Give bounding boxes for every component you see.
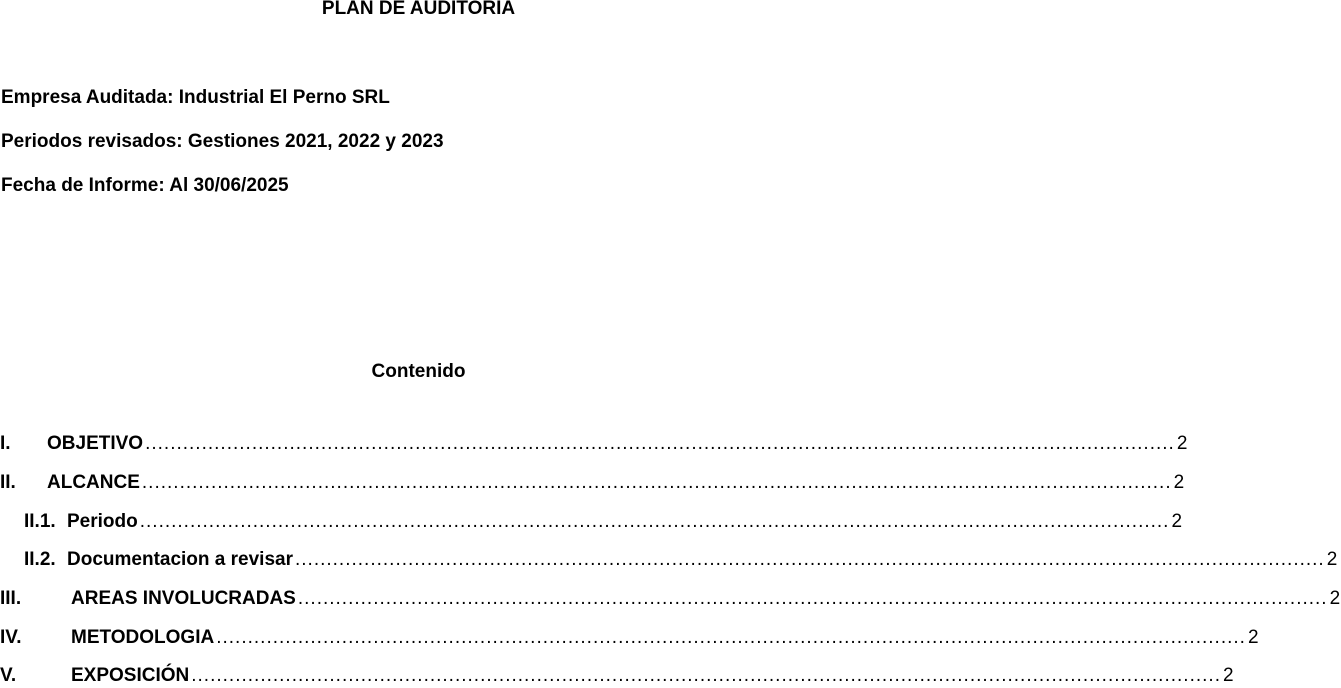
toc-entry-label: EXPOSICIÓN (71, 665, 190, 686)
toc-dot-leader: .................................................................................................................................................................... (139, 511, 1170, 532)
toc-dot-leader: .................................................................................................................................................................... (216, 627, 1246, 648)
toc-entry-label: AREAS INVOLUCRADAS (71, 588, 296, 609)
toc-entry-number: II. (0, 472, 16, 493)
toc-entry-label: Documentacion a revisar (67, 549, 293, 570)
toc-dot-leader: .................................................................................................................................................................... (145, 433, 1175, 454)
toc-entry-label: ALCANCE (47, 472, 140, 493)
toc-entry-periodo[interactable] (0, 510, 1183, 534)
toc-entry-number: I. (0, 433, 11, 454)
toc-entry-page: 2 (1222, 665, 1234, 686)
toc-entry-metodologia[interactable] (0, 626, 1259, 650)
toc-entry-number: III. (0, 588, 22, 609)
toc-entry-exposicion[interactable] (0, 664, 1234, 688)
toc-entry-page: 2 (1247, 627, 1259, 648)
toc-entry-page: 2 (1326, 549, 1338, 570)
toc-entry-alcance[interactable] (0, 471, 1185, 495)
toc-dot-leader: .................................................................................................................................................................... (297, 588, 1328, 609)
toc-entry-objetivo[interactable] (0, 432, 1188, 456)
toc-entry-page: 2 (1171, 511, 1183, 532)
toc-entry-page: 2 (1329, 588, 1341, 609)
toc-entry-label: METODOLOGIA (71, 627, 215, 648)
toc-entry-number: IV. (0, 627, 22, 648)
toc-entry-page: 2 (1176, 433, 1188, 454)
toc-entry-label: OBJETIVO (47, 433, 144, 454)
toc-entry-number: V. (0, 665, 17, 686)
toc-dot-leader: .................................................................................................................................................................... (141, 472, 1172, 493)
report-date-line: Fecha de Informe: Al 30/06/2025 (1, 175, 289, 196)
toc-dot-leader: .................................................................................................................................................................... (191, 665, 1221, 686)
company-line: Empresa Auditada: Industrial El Perno SRL (1, 87, 390, 108)
toc-entry-documentacion[interactable] (0, 548, 1338, 572)
toc-heading: Contenido (371, 361, 466, 382)
toc-entry-label: Periodo (67, 511, 138, 532)
toc-entry-page: 2 (1173, 472, 1185, 493)
toc-dot-leader: .................................................................................................................................................................... (294, 549, 1325, 570)
periods-line: Periodos revisados: Gestiones 2021, 2022 y 2023 (1, 131, 444, 152)
toc-entry-number: II.1. (24, 511, 56, 532)
toc-entry-areas-involucradas[interactable] (0, 587, 1341, 611)
toc-entry-number: II.2. (24, 549, 56, 570)
document-title: PLAN DE AUDITORIA (321, 0, 516, 19)
